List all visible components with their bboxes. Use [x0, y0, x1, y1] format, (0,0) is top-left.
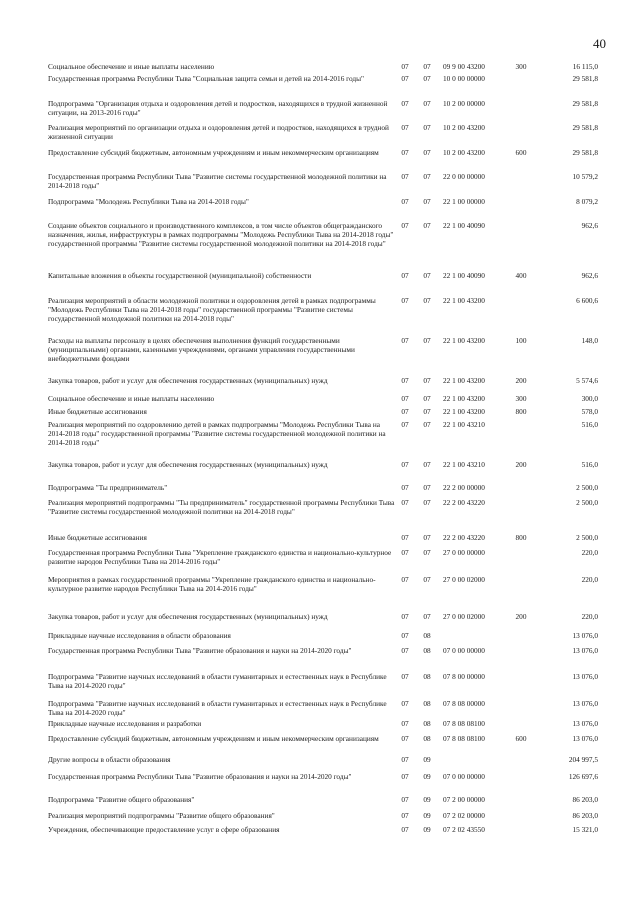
- cell-csr: 22 1 00 43200: [443, 376, 485, 385]
- cell-rz: 07: [401, 734, 409, 743]
- cell-csr: 22 0 00 00000: [443, 172, 485, 181]
- cell-vr: 300: [515, 62, 527, 71]
- cell-rz: 07: [401, 123, 409, 132]
- cell-pr: 09: [423, 795, 431, 804]
- cell-vr: 400: [515, 271, 527, 280]
- cell-vr: 800: [515, 533, 527, 542]
- cell-name: Государственная программа Республики Тыва "Развитие системы государственной молодежной политики на 2014-2018 годы": [48, 172, 387, 190]
- cell-csr: 22 1 00 00000: [443, 197, 485, 206]
- cell-name: Реализация мероприятий подпрограммы "Развитие общего образования": [48, 811, 275, 820]
- cell-name: Предоставление субсидий бюджетным, автономным учреждениям и иным некоммерческим организациям: [48, 734, 379, 743]
- cell-name: Реализация мероприятий по организации отдыха и оздоровления детей и подростков, находящихся в трудной жизненной ситуации: [48, 123, 389, 141]
- cell-vr: 800: [515, 407, 527, 416]
- cell-pr: 08: [423, 672, 431, 681]
- cell-name: Закупка товаров, работ и услуг для обеспечения государственных (муниципальных) нужд: [48, 460, 328, 469]
- cell-name: Прикладные научные исследования в области образования: [48, 631, 231, 640]
- cell-rz: 07: [401, 376, 409, 385]
- cell-sum: 5 574,6: [576, 376, 598, 385]
- cell-rz: 07: [401, 62, 409, 71]
- cell-pr: 07: [423, 148, 431, 157]
- cell-vr: 200: [515, 376, 527, 385]
- cell-name: Государственная программа Республики Тыва "Социальная защита семьи и детей на 2014-2016 годы": [48, 74, 365, 83]
- cell-sum: 10 579,2: [572, 172, 598, 181]
- cell-pr: 07: [423, 296, 431, 305]
- cell-csr: 22 2 00 00000: [443, 483, 485, 492]
- cell-csr: 22 1 00 43210: [443, 460, 485, 469]
- cell-csr: 22 2 00 43220: [443, 533, 485, 542]
- cell-csr: 22 1 00 43200: [443, 296, 485, 305]
- cell-pr: 09: [423, 811, 431, 820]
- cell-sum: 13 076,0: [572, 734, 598, 743]
- cell-name: Другие вопросы в области образования: [48, 755, 171, 764]
- cell-name: Подпрограмма "Организация отдыха и оздоровления детей и подростков, находящихся в трудной жизненной ситуации, на 2013-2016 годы": [48, 99, 388, 117]
- cell-csr: 27 0 00 02000: [443, 612, 485, 621]
- cell-name: Государственная программа Республики Тыва "Развитие образования и науки на 2014-2020 годы": [48, 772, 352, 781]
- cell-sum: 126 697,6: [568, 772, 598, 781]
- cell-sum: 29 581,8: [572, 99, 598, 108]
- cell-sum: 148,0: [581, 336, 598, 345]
- cell-pr: 07: [423, 548, 431, 557]
- cell-name: Государственная программа Республики Тыва "Укрепление гражданского единства и национально-культурное развитие народов Республики Тыва на 2014-2016 годы": [48, 548, 392, 566]
- cell-pr: 07: [423, 498, 431, 507]
- cell-name: Государственная программа Республики Тыва "Развитие образования и науки на 2014-2020 годы": [48, 646, 352, 655]
- cell-pr: 07: [423, 99, 431, 108]
- cell-pr: 07: [423, 533, 431, 542]
- cell-name: Подпрограмма "Развитие научных исследований в области гуманитарных и естественных наук в Республике Тыва на 2014-2020 годы": [48, 672, 387, 690]
- cell-pr: 08: [423, 699, 431, 708]
- cell-pr: 07: [423, 394, 431, 403]
- cell-sum: 220,0: [581, 575, 598, 584]
- cell-rz: 07: [401, 296, 409, 305]
- cell-sum: 2 500,0: [576, 498, 598, 507]
- cell-csr: 07 8 00 00000: [443, 672, 485, 681]
- cell-pr: 07: [423, 376, 431, 385]
- cell-name: Социальное обеспечение и иные выплаты населению: [48, 62, 215, 71]
- cell-rz: 07: [401, 672, 409, 681]
- cell-pr: 09: [423, 772, 431, 781]
- cell-sum: 6 600,6: [576, 296, 598, 305]
- cell-rz: 07: [401, 394, 409, 403]
- cell-sum: 962,6: [581, 221, 598, 230]
- cell-pr: 07: [423, 460, 431, 469]
- cell-name: Подпрограмма "Молодежь Республики Тыва на 2014-2018 годы": [48, 197, 249, 206]
- cell-name: Капитальные вложения в объекты государственной (муниципальной) собственности: [48, 271, 312, 280]
- cell-rz: 07: [401, 825, 409, 834]
- cell-pr: 08: [423, 719, 431, 728]
- cell-name: Расходы на выплаты персоналу в целях обеспечения выполнения функций государственными (муниципальными) органами, казенными учреждениями, органами управления государственными внебюджетными фондами: [48, 336, 355, 363]
- cell-csr: 10 2 00 43200: [443, 148, 485, 157]
- cell-rz: 07: [401, 407, 409, 416]
- cell-pr: 08: [423, 646, 431, 655]
- cell-sum: 220,0: [581, 548, 598, 557]
- cell-sum: 578,0: [581, 407, 598, 416]
- cell-pr: 08: [423, 631, 431, 640]
- cell-sum: 29 581,8: [572, 74, 598, 83]
- cell-pr: 07: [423, 123, 431, 132]
- cell-rz: 07: [401, 548, 409, 557]
- cell-csr: 22 2 00 43220: [443, 498, 485, 507]
- cell-csr: 10 0 00 00000: [443, 74, 485, 83]
- cell-csr: 10 2 00 43200: [443, 123, 485, 132]
- cell-rz: 07: [401, 631, 409, 640]
- cell-name: Социальное обеспечение и иные выплаты населению: [48, 394, 215, 403]
- cell-csr: 07 8 08 08100: [443, 734, 485, 743]
- cell-pr: 07: [423, 197, 431, 206]
- cell-rz: 07: [401, 699, 409, 708]
- cell-sum: 2 500,0: [576, 483, 598, 492]
- cell-rz: 07: [401, 460, 409, 469]
- cell-vr: 600: [515, 148, 527, 157]
- cell-name: Подпрограмма "Развитие научных исследований в области гуманитарных и естественных наук в Республике Тыва на 2014-2020 годы": [48, 699, 387, 717]
- cell-name: Реализация мероприятий по оздоровлению детей в рамках подпрограммы "Молодежь Республики Тыва на 2014-2018 годы" государственной программы "Развитие системы государственной молодежной политики на 2014-2018 годы": [48, 420, 386, 447]
- cell-sum: 220,0: [581, 612, 598, 621]
- cell-rz: 07: [401, 811, 409, 820]
- cell-rz: 07: [401, 483, 409, 492]
- cell-csr: 07 8 08 08100: [443, 719, 485, 728]
- cell-rz: 07: [401, 795, 409, 804]
- cell-name: Создание объектов социального и производственного комплексов, в том числе объектов общегражданского назначения, жилья, инфраструктуры в рамках подпрограммы "Молодежь Республики Тыва на 2014-2018 годы" государственной программы "Развитие системы государственной молодежной политики на 2014-2018 годы": [48, 221, 394, 248]
- cell-pr: 07: [423, 612, 431, 621]
- cell-csr: 22 1 00 43210: [443, 420, 485, 429]
- cell-sum: 204 997,5: [568, 755, 598, 764]
- cell-pr: 08: [423, 734, 431, 743]
- cell-csr: 27 0 00 02000: [443, 575, 485, 584]
- cell-sum: 516,0: [581, 460, 598, 469]
- cell-pr: 09: [423, 755, 431, 764]
- cell-csr: 10 2 00 00000: [443, 99, 485, 108]
- cell-csr: 22 1 00 40090: [443, 271, 485, 280]
- cell-sum: 13 076,0: [572, 672, 598, 681]
- cell-rz: 07: [401, 336, 409, 345]
- cell-pr: 07: [423, 62, 431, 71]
- cell-sum: 13 076,0: [572, 646, 598, 655]
- cell-csr: 22 1 00 43200: [443, 336, 485, 345]
- cell-sum: 86 203,0: [572, 795, 598, 804]
- cell-csr: 22 1 00 40090: [443, 221, 485, 230]
- cell-vr: 200: [515, 460, 527, 469]
- cell-pr: 07: [423, 172, 431, 181]
- cell-sum: 13 076,0: [572, 719, 598, 728]
- cell-sum: 516,0: [581, 420, 598, 429]
- cell-name: Прикладные научные исследования и разработки: [48, 719, 202, 728]
- cell-sum: 15 321,0: [572, 825, 598, 834]
- cell-sum: 8 079,2: [576, 197, 598, 206]
- cell-csr: 07 0 00 00000: [443, 646, 485, 655]
- cell-csr: 22 1 00 43200: [443, 394, 485, 403]
- cell-rz: 07: [401, 221, 409, 230]
- cell-vr: 600: [515, 734, 527, 743]
- cell-vr: 100: [515, 336, 527, 345]
- cell-rz: 07: [401, 719, 409, 728]
- cell-rz: 07: [401, 646, 409, 655]
- cell-sum: 2 500,0: [576, 533, 598, 542]
- cell-pr: 07: [423, 483, 431, 492]
- cell-rz: 07: [401, 755, 409, 764]
- cell-sum: 13 076,0: [572, 699, 598, 708]
- cell-sum: 86 203,0: [572, 811, 598, 820]
- cell-rz: 07: [401, 148, 409, 157]
- cell-rz: 07: [401, 420, 409, 429]
- cell-rz: 07: [401, 533, 409, 542]
- cell-rz: 07: [401, 575, 409, 584]
- cell-csr: 09 9 00 43200: [443, 62, 485, 71]
- cell-sum: 16 115,0: [572, 62, 598, 71]
- cell-sum: 962,6: [581, 271, 598, 280]
- cell-csr: 22 1 00 43200: [443, 407, 485, 416]
- cell-pr: 09: [423, 825, 431, 834]
- cell-rz: 07: [401, 74, 409, 83]
- cell-rz: 07: [401, 99, 409, 108]
- cell-name: Реализация мероприятий подпрограммы "Ты предприниматель" государственной программы Республики Тыва "Развитие системы государственной молодежной политики на 2014-2018 годы": [48, 498, 395, 516]
- cell-csr: 07 0 00 00000: [443, 772, 485, 781]
- cell-csr: 07 8 08 00000: [443, 699, 485, 708]
- cell-name: Подпрограмма "Ты предприниматель": [48, 483, 168, 492]
- cell-pr: 07: [423, 575, 431, 584]
- cell-sum: 300,0: [581, 394, 598, 403]
- cell-vr: 300: [515, 394, 527, 403]
- cell-rz: 07: [401, 172, 409, 181]
- cell-name: Предоставление субсидий бюджетным, автономным учреждениям и иным некоммерческим организациям: [48, 148, 379, 157]
- cell-csr: 27 0 00 00000: [443, 548, 485, 557]
- cell-name: Учреждения, обеспечивающие предоставление услуг в сфере образования: [48, 825, 280, 834]
- cell-vr: 200: [515, 612, 527, 621]
- cell-name: Реализация мероприятий в области молодежной политики и оздоровления детей в рамках подпрограммы "Молодежь Республики Тыва на 2014-2018 годы" государственной программы "Развитие системы государственной молодежной политики на 2014-2018 годы": [48, 296, 376, 323]
- cell-pr: 07: [423, 221, 431, 230]
- page-number: 40: [593, 36, 606, 51]
- cell-pr: 07: [423, 407, 431, 416]
- cell-pr: 07: [423, 74, 431, 83]
- cell-sum: 13 076,0: [572, 631, 598, 640]
- cell-rz: 07: [401, 772, 409, 781]
- cell-csr: 07 2 00 00000: [443, 795, 485, 804]
- cell-sum: 29 581,8: [572, 148, 598, 157]
- cell-sum: 29 581,8: [572, 123, 598, 132]
- cell-rz: 07: [401, 271, 409, 280]
- cell-pr: 07: [423, 271, 431, 280]
- cell-rz: 07: [401, 197, 409, 206]
- cell-name: Закупка товаров, работ и услуг для обеспечения государственных (муниципальных) нужд: [48, 376, 328, 385]
- cell-name: Подпрограмма "Развитие общего образования": [48, 795, 195, 804]
- cell-pr: 07: [423, 420, 431, 429]
- cell-csr: 07 2 02 00000: [443, 811, 485, 820]
- cell-name: Иные бюджетные ассигнования: [48, 407, 147, 416]
- cell-name: Мероприятия в рамках государственной программы "Укрепление гражданского единства и национально-культурное развитие народов Республики Тыва на 2014-2016 годы": [48, 575, 376, 593]
- cell-name: Иные бюджетные ассигнования: [48, 533, 147, 542]
- cell-pr: 07: [423, 336, 431, 345]
- cell-rz: 07: [401, 498, 409, 507]
- cell-csr: 07 2 02 43550: [443, 825, 485, 834]
- cell-name: Закупка товаров, работ и услуг для обеспечения государственных (муниципальных) нужд: [48, 612, 328, 621]
- cell-rz: 07: [401, 612, 409, 621]
